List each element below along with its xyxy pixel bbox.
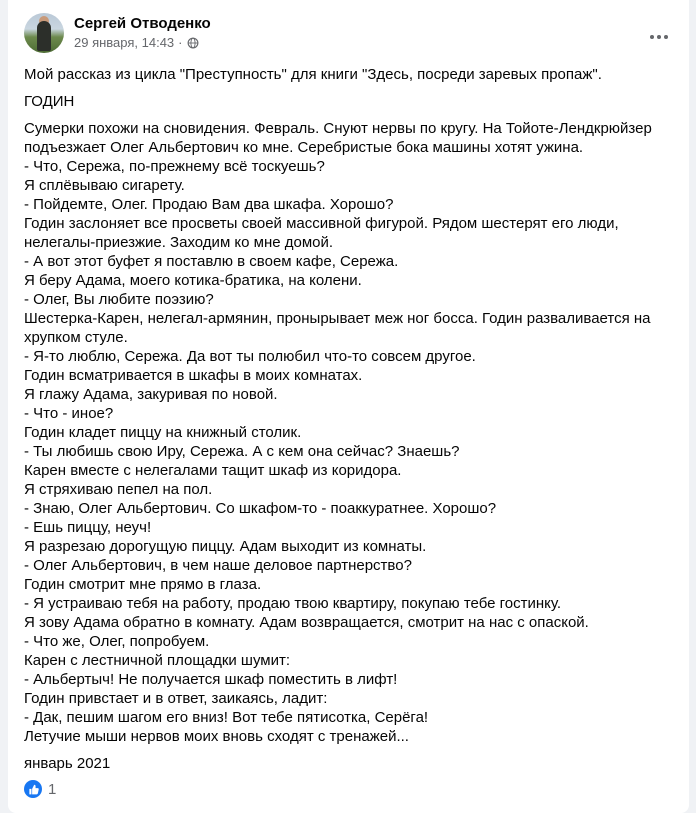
story-line: Летучие мыши нервов моих вновь сходят с тренажей...: [24, 728, 409, 745]
author-avatar[interactable]: [24, 13, 64, 53]
more-dots-icon[interactable]: [641, 19, 677, 55]
reactions-summary[interactable]: [24, 780, 56, 798]
story-line: - Ты любишь свою Иру, Сережа. А с кем она сейчас? Знаешь?: [24, 443, 460, 460]
story-line: - Я-то люблю, Сережа. Да вот ты полюбил что-то совсем другое.: [24, 348, 476, 365]
story-line: - Я устраиваю тебя на работу, продаю твою квартиру, покупаю тебе гостинку.: [24, 595, 562, 612]
story-line: Я стряхиваю пепел на пол.: [24, 481, 213, 498]
story-line: - Олег, Вы любите поэзию?: [24, 291, 214, 308]
post-meta: [74, 35, 199, 50]
story-line: Карен с лестничной площадки шумит:: [24, 652, 291, 669]
story-line: Шестерка-Карен, нелегал-армянин, пронырывает меж ног босса. Годин разваливается на хрупком стуле.: [24, 310, 651, 346]
story-line: Я зову Адама обратно в комнату. Адам возвращается, смотрит на нас с опаской.: [24, 614, 589, 631]
story-line: - Пойдемте, Олег. Продаю Вам два шкафа. Хорошо?: [24, 196, 394, 213]
story-line: Годин смотрит мне прямо в глаза.: [24, 576, 262, 593]
like-icon: [24, 780, 42, 798]
story-line: Карен вместе с нелегалами тащит шкаф из коридора.: [24, 462, 402, 479]
story-line: Годин всматривается в шкафы в моих комнатах.: [24, 367, 363, 384]
post-intro: Мой рассказ из цикла "Преступность" для книги "Здесь, посреди заревых пропаж".: [24, 66, 602, 83]
post-body: [24, 65, 674, 773]
story-line: Годин кладет пиццу на книжный столик.: [24, 424, 302, 441]
globe-icon[interactable]: [187, 37, 199, 49]
story-line: Сумерки похожи на сновидения. Февраль. Снуют нервы по кругу. На Тойоте-Лендкрюйзер подъезжает Олег Альбертович ко мне. Серебристые бока машины хотят ужина.: [24, 120, 652, 156]
story-line: - Что, Сережа, по-прежнему всё тоскуешь?: [24, 158, 325, 175]
story-line: - Ешь пиццу, неуч!: [24, 519, 152, 536]
story-line: Годин привстает и в ответ, заикаясь, ладит:: [24, 690, 328, 707]
post-timestamp[interactable]: 29 января, 14:43: [74, 35, 175, 50]
story-line: - А вот этот буфет я поставлю в своем кафе, Сережа.: [24, 253, 399, 270]
story-line: Я глажу Адама, закуривая по новой.: [24, 386, 278, 403]
story-title: ГОДИН: [24, 93, 75, 110]
story-line: Я беру Адама, моего котика-братика, на колени.: [24, 272, 362, 289]
story-signature: январь 2021: [24, 755, 111, 772]
story-line: - Знаю, Олег Альбертович. Со шкафом-то - поаккуратнее. Хорошо?: [24, 500, 497, 517]
story-line: Я разрезаю дорогущую пиццу. Адам выходит из комнаты.: [24, 538, 427, 555]
post-card: [8, 0, 689, 813]
story-text: [24, 119, 674, 746]
author-name[interactable]: Сергей Отводенко: [74, 15, 211, 32]
reactions-count: 1: [48, 780, 57, 798]
meta-separator: ·: [178, 35, 183, 50]
story-line: - Олег Альбертович, в чем наше деловое партнерство?: [24, 557, 412, 574]
story-line: Я сплёвываю сигарету.: [24, 177, 185, 194]
post-header: [24, 13, 677, 57]
avatar-figure: [37, 21, 51, 51]
story-line: - Альбертыч! Не получается шкаф поместить в лифт!: [24, 671, 398, 688]
story-line: - Что же, Олег, попробуем.: [24, 633, 210, 650]
story-line: - Что - иное?: [24, 405, 114, 422]
story-line: Годин заслоняет все просветы своей массивной фигурой. Рядом шестерят его люди, нелегалы-приезжие. Заходим ко мне домой.: [24, 215, 619, 251]
story-line: - Дак, пешим шагом его вниз! Вот тебе пятисотка, Серёга!: [24, 709, 429, 726]
